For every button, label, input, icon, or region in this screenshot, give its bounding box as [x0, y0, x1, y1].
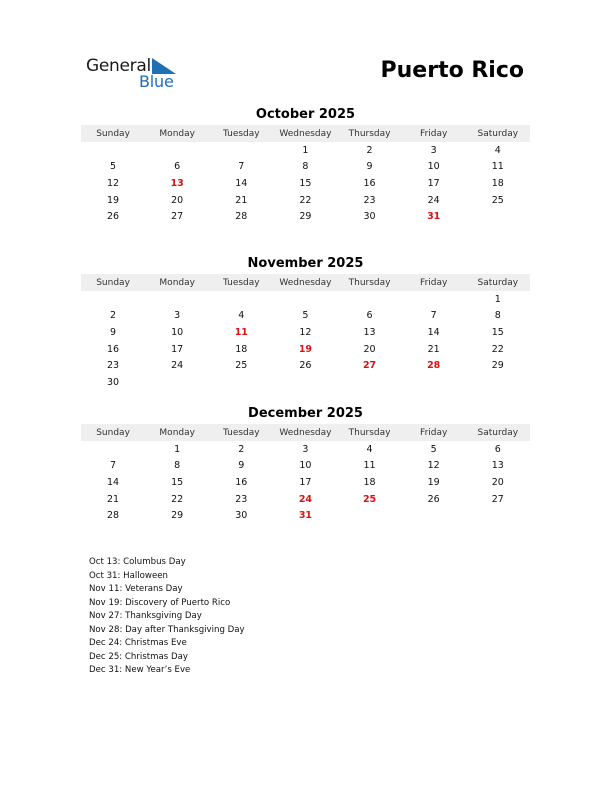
day-cell: 14	[107, 476, 120, 488]
week-row	[81, 374, 530, 391]
holiday-day-cell: 24	[298, 493, 313, 505]
day-cell: 22	[299, 194, 312, 206]
day-cell: 25	[235, 360, 248, 372]
day-cell: 1	[174, 443, 181, 455]
day-cell: 24	[171, 360, 184, 372]
weekday-label: Friday	[420, 427, 448, 438]
day-cell: 9	[238, 460, 245, 472]
week-row	[81, 159, 530, 176]
weekday-label: Monday	[159, 128, 195, 139]
holiday-list-item: Oct 31: Halloween	[89, 570, 168, 581]
day-cell: 27	[171, 211, 184, 223]
week-row	[81, 208, 530, 225]
month-calendar-november	[81, 255, 530, 391]
day-cell: 18	[491, 177, 504, 189]
day-cell: 10	[427, 161, 440, 173]
day-cell: 3	[302, 443, 309, 455]
day-cell: 28	[235, 211, 248, 223]
weekday-label: Thursday	[348, 128, 391, 139]
holiday-list	[89, 556, 245, 678]
day-cell: 30	[107, 376, 120, 388]
day-cell: 13	[363, 326, 376, 338]
day-cell: 21	[235, 194, 248, 206]
day-cell: 2	[110, 310, 117, 322]
day-cell: 26	[107, 211, 120, 223]
day-cell: 29	[491, 360, 504, 372]
week-row	[81, 474, 530, 491]
day-cell: 15	[299, 177, 312, 189]
week-row	[81, 458, 530, 475]
day-cell: 18	[363, 476, 376, 488]
weekday-label: Wednesday	[279, 427, 332, 438]
day-cell: 9	[366, 161, 373, 173]
day-cell: 1	[494, 293, 501, 305]
holiday-list-item: Nov 19: Discovery of Puerto Rico	[89, 597, 231, 608]
day-cell: 17	[171, 343, 184, 355]
day-cell: 15	[491, 326, 504, 338]
day-cell: 24	[427, 194, 440, 206]
month-calendar-october	[81, 106, 530, 225]
weekday-label: Tuesday	[223, 128, 260, 139]
week-row	[81, 341, 530, 358]
month-title: December 2025	[248, 406, 363, 421]
holiday-day-cell: 25	[362, 493, 377, 505]
month-title: October 2025	[255, 107, 356, 122]
day-cell: 4	[238, 310, 245, 322]
day-cell: 5	[110, 161, 117, 173]
weekday-label: Friday	[420, 128, 448, 139]
day-cell: 14	[235, 177, 248, 189]
day-cell: 28	[107, 510, 120, 522]
weekday-label: Saturday	[477, 427, 519, 438]
week-row	[81, 308, 530, 325]
day-cell: 8	[302, 161, 309, 173]
holiday-list-item: Nov 11: Veterans Day	[89, 584, 183, 594]
holiday-day-cell: 11	[234, 326, 248, 338]
month-title: November 2025	[247, 256, 364, 271]
week-row	[81, 491, 530, 508]
day-cell: 19	[427, 476, 440, 488]
week-row	[81, 175, 530, 192]
day-cell: 23	[363, 194, 376, 206]
day-cell: 6	[174, 161, 181, 173]
day-cell: 21	[107, 493, 120, 505]
weekday-label: Tuesday	[223, 277, 260, 288]
day-cell: 20	[491, 476, 504, 488]
weekday-header-row	[81, 125, 530, 142]
day-cell: 29	[171, 510, 184, 522]
holiday-day-cell: 31	[298, 510, 313, 522]
logo-word-blue: Blue	[139, 72, 174, 91]
day-cell: 1	[302, 144, 309, 156]
holiday-list-item: Oct 13: Columbus Day	[89, 557, 186, 567]
weekday-label: Wednesday	[279, 128, 332, 139]
day-cell: 20	[363, 343, 376, 355]
day-cell: 26	[299, 360, 312, 372]
day-cell: 17	[299, 476, 312, 488]
holiday-day-cell: 28	[427, 360, 441, 372]
day-cell: 14	[427, 326, 440, 338]
day-cell: 21	[427, 343, 440, 355]
holiday-day-cell: 13	[170, 177, 184, 189]
holiday-day-cell: 27	[362, 360, 377, 372]
day-cell: 23	[235, 493, 248, 505]
weekday-label: Monday	[159, 427, 195, 438]
day-cell: 22	[491, 343, 504, 355]
week-row	[81, 357, 530, 374]
day-cell: 8	[174, 460, 181, 472]
day-cell: 5	[302, 310, 309, 322]
day-cell: 30	[363, 211, 376, 223]
weekday-label: Monday	[159, 277, 195, 288]
day-cell: 10	[299, 460, 312, 472]
weekday-label: Thursday	[348, 427, 391, 438]
day-cell: 27	[491, 493, 504, 505]
weekday-label: Tuesday	[223, 427, 260, 438]
weekday-label: Sunday	[96, 427, 130, 438]
day-cell: 25	[491, 194, 504, 206]
day-cell: 2	[366, 144, 373, 156]
holiday-day-cell: 31	[427, 211, 441, 223]
day-cell: 16	[363, 177, 376, 189]
week-row	[81, 291, 530, 308]
day-cell: 13	[491, 460, 504, 472]
day-cell: 3	[174, 310, 181, 322]
weekday-label: Sunday	[96, 128, 130, 139]
day-cell: 10	[171, 326, 184, 338]
day-cell: 7	[430, 310, 437, 322]
day-cell: 29	[299, 211, 312, 223]
weekday-header-row	[81, 424, 530, 441]
day-cell: 5	[430, 443, 437, 455]
generalblue-logo	[86, 56, 196, 96]
week-row	[81, 507, 530, 524]
day-cell: 11	[363, 460, 376, 472]
day-cell: 2	[238, 443, 245, 455]
day-cell: 23	[107, 360, 120, 372]
day-cell: 17	[427, 177, 440, 189]
day-cell: 4	[366, 443, 373, 455]
weekday-header-row	[81, 274, 530, 291]
day-cell: 16	[107, 343, 120, 355]
day-cell: 3	[430, 144, 437, 156]
day-cell: 18	[235, 343, 248, 355]
day-cell: 26	[427, 493, 440, 505]
day-cell: 7	[110, 460, 117, 472]
day-cell: 22	[171, 493, 184, 505]
day-cell: 11	[491, 161, 504, 173]
weekday-label: Thursday	[348, 277, 391, 288]
day-cell: 12	[299, 326, 312, 338]
holiday-list-item: Dec 24: Christmas Eve	[89, 638, 187, 648]
country-title: Puerto Rico	[380, 58, 524, 83]
weekday-label: Saturday	[477, 128, 519, 139]
day-cell: 12	[107, 177, 120, 189]
holiday-list-item: Dec 25: Christmas Day	[89, 651, 188, 662]
day-cell: 6	[494, 443, 501, 455]
logo-word-general: General	[86, 56, 151, 76]
holiday-list-item: Nov 28: Day after Thanksgiving Day	[89, 624, 245, 635]
day-cell: 16	[235, 476, 248, 488]
weekday-label: Saturday	[477, 277, 519, 288]
week-row	[81, 324, 530, 341]
month-calendar-december	[81, 405, 530, 524]
week-row	[81, 192, 530, 209]
day-cell: 7	[238, 161, 245, 173]
holiday-list-item: Dec 31: New Year’s Eve	[89, 665, 191, 675]
day-cell: 9	[110, 326, 117, 338]
day-cell: 19	[107, 194, 120, 206]
week-row	[81, 441, 530, 458]
day-cell: 30	[235, 510, 248, 522]
day-cell: 20	[171, 194, 184, 206]
holiday-day-cell: 19	[298, 343, 313, 355]
weekday-label: Sunday	[96, 277, 130, 288]
day-cell: 12	[427, 460, 440, 472]
weekday-label: Wednesday	[279, 277, 332, 288]
week-row	[81, 142, 530, 159]
day-cell: 8	[494, 310, 501, 322]
day-cell: 4	[494, 144, 501, 156]
day-cell: 6	[366, 310, 373, 322]
weekday-label: Friday	[420, 277, 448, 288]
holiday-list-item: Nov 27: Thanksgiving Day	[89, 611, 202, 621]
day-cell: 15	[171, 476, 184, 488]
